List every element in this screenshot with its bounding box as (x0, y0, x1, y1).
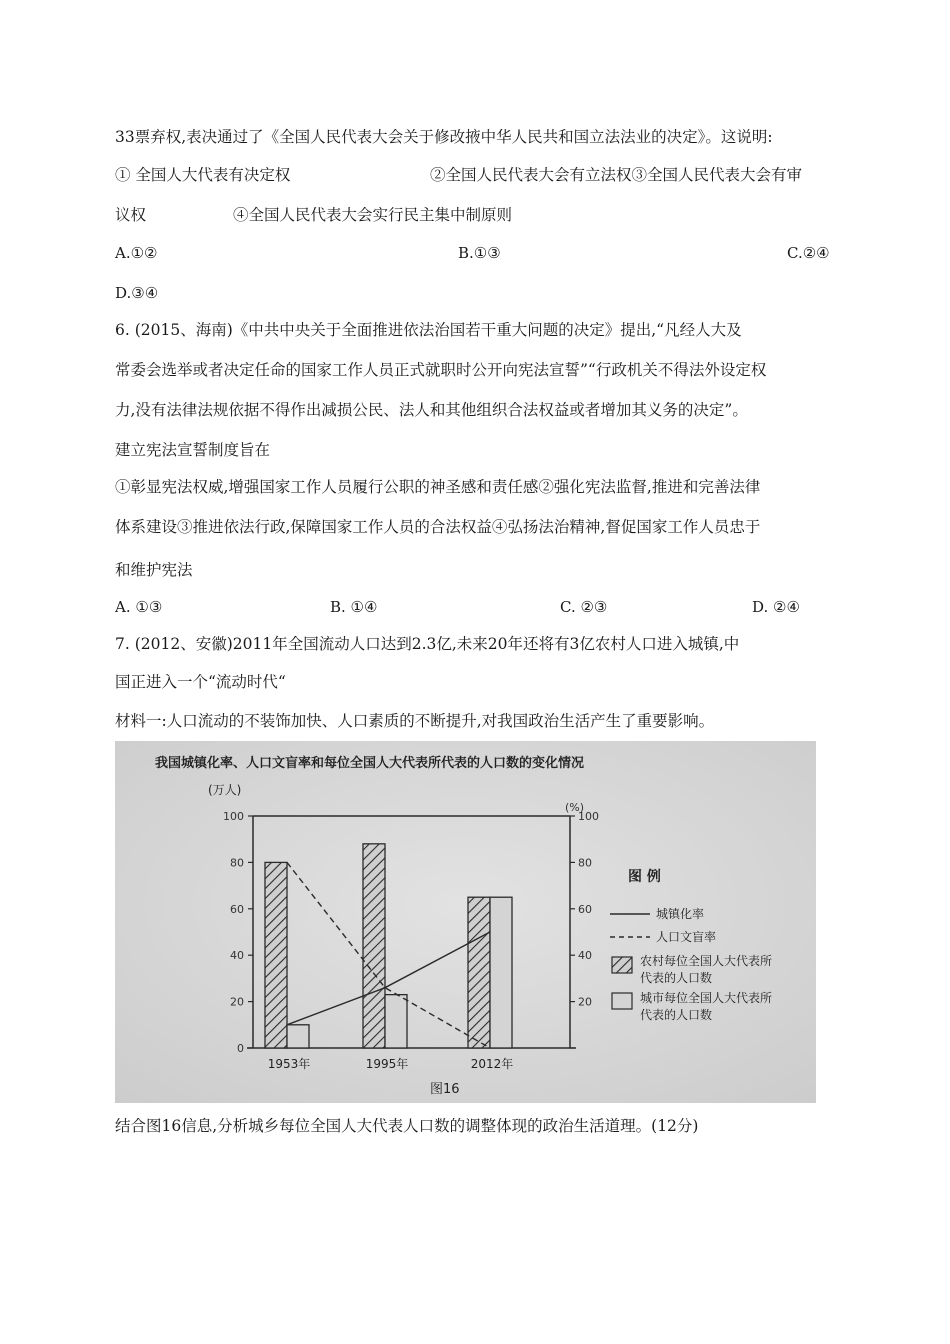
q7-question: 结合图16信息,分析城乡每位全国人大代表人口数的调整体现的政治生活道理。(12分) (115, 1117, 699, 1135)
q6-choices-line-3: 和维护宪法 (115, 561, 193, 579)
bar-urban-1 (287, 1025, 309, 1048)
y-left-tick-label: 0 (237, 1042, 244, 1055)
y-right-tick-label: 40 (578, 949, 592, 963)
q6-choices-line-1: ①彰显宪法权威,增强国家工作人员履行公职的神圣感和责任感②强化宪法监督,推进和完善法律 (115, 478, 761, 496)
legend-hatched-box (612, 957, 632, 973)
x-tick-label: 1995年 (365, 1057, 409, 1071)
q6-option-c: C. ②③ (560, 598, 608, 616)
q6-choices-line-2: 体系建设③推进依法行政,保障国家工作人员的合法权益④弘扬法治精神,督促国家工作人员忠于 (115, 518, 761, 536)
q5-choice-1: ① 全国人大代表有决定权 (115, 166, 291, 184)
q6-stem-line-3: 力,没有法律法规依据不得作出减损公民、法人和其他组织合法权益或者增加其义务的决定”。 (115, 401, 748, 419)
q7-stem-line-2: 国正进入一个“流动时代“ (115, 673, 286, 691)
bar-urban-2 (385, 995, 407, 1048)
bar-rural-2 (363, 844, 385, 1048)
q5-choice-4: ④全国人民代表大会实行民主集中制原则 (233, 206, 513, 224)
q5-option-c: C.②④ (787, 244, 830, 262)
y-right-tick-label: 100 (578, 810, 599, 823)
bar-urban-3 (490, 897, 512, 1048)
legend-label-urban-line1: 城市每位全国人大代表所 (640, 991, 773, 1005)
q5-option-b: B.①③ (458, 244, 501, 262)
q6-stem-line-1: 6. (2015、海南)《中共中央关于全面推进依法治国若干重大问题的决定》提出,“凡经人大及 (115, 321, 742, 339)
bar-rural-3 (468, 897, 490, 1048)
legend-label-rural-line2: 代表的人口数 (640, 971, 713, 985)
q6-option-b: B. ①④ (330, 598, 378, 616)
y-right-tick-label: 80 (578, 856, 592, 870)
y-left-tick-label: 20 (230, 995, 244, 1009)
x-tick-label: 1953年 (267, 1057, 311, 1071)
bar-rural-1 (265, 862, 287, 1048)
y-axis-right-label: (%) (565, 801, 585, 814)
y-left-tick-label: 40 (230, 949, 244, 963)
q5-option-a: A.①② (115, 244, 158, 262)
legend-label-urban-line2: 代表的人口数 (640, 1008, 713, 1022)
q6-stem-line-4: 建立宪法宣誓制度旨在 (115, 441, 271, 459)
legend-label-rural-line1: 农村每位全国人大代表所 (640, 954, 773, 968)
x-tick-label: 2012年 (470, 1057, 514, 1071)
q5-stem-line: 33票弃权,表决通过了《全国人民代表大会关于修改掖中华人民共和国立法法业的决定》。这说明: (115, 128, 773, 146)
q5-choice-3-cont: 议权 (115, 206, 147, 224)
y-left-tick-label: 80 (230, 856, 244, 870)
q7-stem-line-1: 7. (2012、安徽)2011年全国流动人口达到2.3亿,未来20年还将有3亿农村人口进入城镇,中 (115, 635, 740, 653)
chart-svg (115, 741, 816, 1103)
figure-16 (115, 741, 816, 1103)
q7-material-one: 材料一:人口流动的不装饰加快、人口素质的不断提升,对我国政治生活产生了重要影响。 (115, 712, 715, 730)
q5-choice-2-3: ②全国人民代表大会有立法权③全国人民代表大会有审 (430, 166, 803, 184)
y-right-tick-label: 60 (578, 902, 592, 916)
q6-stem-line-2: 常委会选举或者决定任命的国家工作人员正式就职时公开向宪法宣誓”“行政机关不得法外设定权 (115, 361, 767, 379)
legend-label-illiteracy: 人口文盲率 (656, 930, 717, 944)
y-left-tick-label: 60 (230, 902, 244, 916)
y-left-tick-label: 100 (223, 810, 244, 823)
q6-option-a: A. ①③ (115, 598, 163, 616)
y-axis-left-label: (万人) (208, 783, 242, 797)
legend-empty-box (612, 993, 632, 1009)
y-right-tick-label: 20 (578, 995, 592, 1009)
legend-title: 图 例 (628, 869, 661, 885)
chart-title: 我国城镇化率、人口文盲率和每位全国人大代表所代表的人口数的变化情况 (155, 756, 585, 771)
figure-caption: 图16 (430, 1082, 460, 1097)
legend-label-urbanization: 城镇化率 (656, 907, 705, 921)
q6-option-d: D. ②④ (752, 598, 800, 616)
q5-option-d: D.③④ (115, 284, 159, 302)
